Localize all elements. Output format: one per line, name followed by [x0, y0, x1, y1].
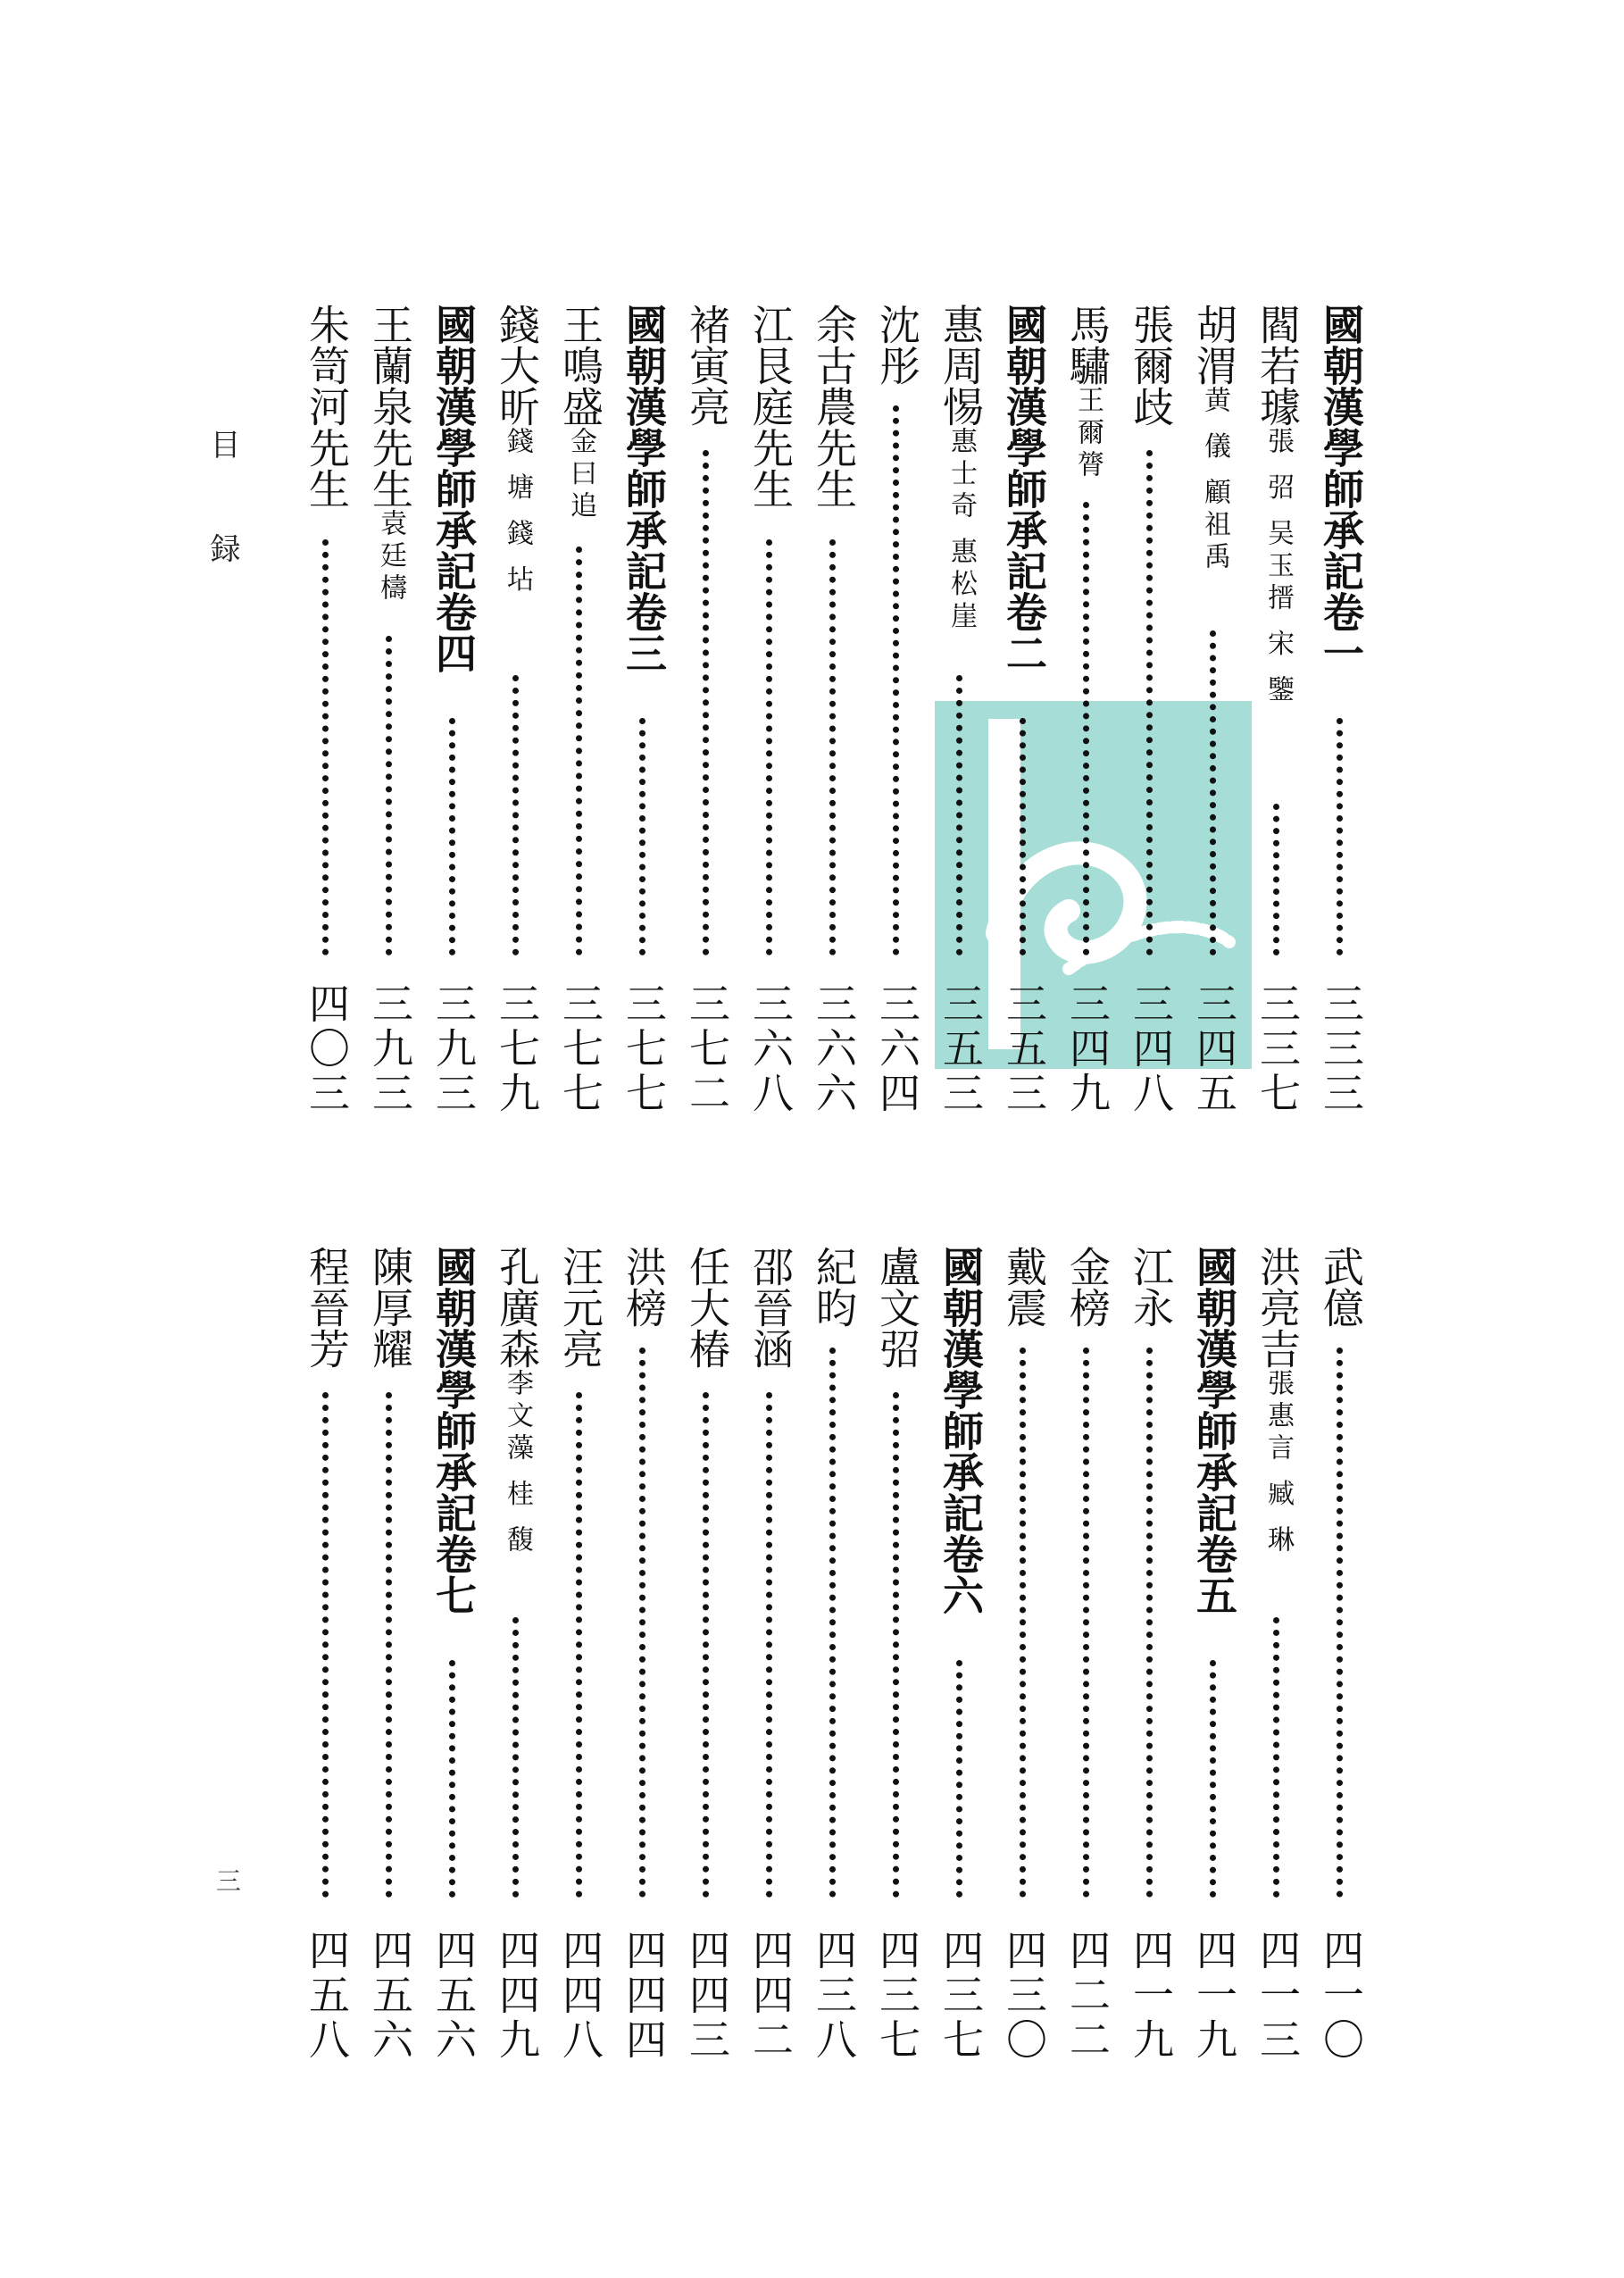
entry-title: 陳厚耀	[366, 1246, 414, 1369]
entry-title: 江艮庭先生	[746, 304, 795, 509]
volume-heading	[937, 1246, 983, 1615]
toc-entry	[873, 1246, 920, 1369]
entry-page-number: 三七二	[683, 982, 731, 1116]
entry-title: 張爾歧	[1127, 304, 1175, 427]
entry-page-number: 四二二	[1063, 1929, 1112, 2063]
entry-title: 任大椿	[683, 1246, 731, 1369]
leader-dots	[576, 547, 582, 955]
toc-entry	[1063, 1246, 1110, 1328]
entry-page-number: 四三七	[873, 1929, 921, 2063]
entry-title: 胡渭	[1190, 304, 1238, 386]
entry-page-number: 三五三	[1000, 982, 1048, 1116]
entry-title: 孔廣森	[493, 1246, 541, 1369]
entry-page-number: 四三七	[937, 1929, 985, 2063]
entry-page-number: 四五六	[429, 1929, 478, 2063]
entry-subnames: 袁廷檮	[375, 509, 406, 605]
entry-page-number: 四一九	[1190, 1929, 1238, 2063]
entry-page-number: 三六六	[810, 982, 858, 1116]
entry-page-number: 四四九	[493, 1929, 541, 2063]
entry-title: 余古農先生	[810, 304, 858, 509]
entry-page-number: 四〇三	[303, 982, 351, 1116]
toc-entry	[620, 1246, 666, 1328]
entry-title: 朱笥河先生	[303, 304, 351, 509]
running-head: 目 録	[204, 429, 240, 596]
entry-subnames: 黄 儀 顧祖禹	[1199, 386, 1230, 575]
entry-title: 洪亮吉	[1253, 1246, 1302, 1369]
leader-dots	[322, 1392, 329, 1898]
entry-page-number: 四一九	[1127, 1929, 1175, 2063]
leader-dots	[449, 718, 455, 955]
entry-title: 國朝漢學師承記卷二	[1000, 304, 1048, 673]
toc-entry	[873, 304, 920, 386]
leader-dots	[512, 1617, 519, 1898]
entry-title: 程晉芳	[303, 1246, 351, 1369]
entry-subnames: 王爾膂	[1072, 386, 1103, 482]
entry-title: 紀昀	[810, 1246, 858, 1328]
toc-entry	[303, 304, 349, 509]
entry-title: 洪榜	[620, 1246, 668, 1328]
toc-entry	[937, 304, 983, 634]
leader-dots	[829, 1348, 836, 1898]
entry-subnames: 惠士奇 惠松崖	[945, 427, 977, 634]
entry-page-number: 三四九	[1063, 982, 1112, 1116]
leader-dots	[1020, 718, 1026, 955]
entry-page-number: 三七七	[620, 982, 668, 1116]
entry-page-number: 三六八	[746, 982, 795, 1116]
entry-page-number: 四四四	[620, 1929, 668, 2063]
entry-page-number: 四一〇	[1317, 1929, 1365, 2063]
leader-dots	[639, 718, 645, 955]
toc-entry	[1000, 1246, 1046, 1328]
entry-title: 金榜	[1063, 1246, 1112, 1328]
leader-dots	[1146, 450, 1153, 955]
toc-entry	[1127, 304, 1173, 427]
volume-heading	[1317, 304, 1363, 673]
leader-dots	[1337, 1348, 1343, 1898]
leader-dots	[703, 450, 709, 955]
entry-subnames: 金曰追	[565, 427, 596, 523]
entry-page-number: 四五六	[366, 1929, 414, 2063]
page-number: 三	[216, 1866, 242, 1896]
toc-entry	[1127, 1246, 1173, 1328]
leader-dots	[639, 1348, 645, 1898]
entry-page-number: 三九三	[366, 982, 414, 1116]
leader-dots	[1020, 1348, 1026, 1898]
entry-title: 武億	[1317, 1246, 1365, 1328]
leader-dots	[956, 675, 962, 955]
entry-page-number: 四五八	[303, 1929, 351, 2063]
entry-title: 國朝漢學師承記卷一	[1317, 304, 1365, 673]
entry-title: 國朝漢學師承記卷四	[429, 304, 478, 673]
toc-entry	[810, 1246, 856, 1328]
leader-dots	[1083, 502, 1089, 955]
toc-entry	[1253, 1246, 1300, 1557]
entry-title: 邵晉涵	[746, 1246, 795, 1369]
toc-entry	[303, 1246, 349, 1369]
leader-dots	[386, 1392, 392, 1898]
entry-title: 惠周惕	[937, 304, 985, 427]
volume-heading	[1190, 1246, 1237, 1615]
entry-page-number: 四四八	[556, 1929, 604, 2063]
entry-page-number: 四四三	[683, 1929, 731, 2063]
entry-title: 國朝漢學師承記卷六	[937, 1246, 985, 1615]
leader-dots	[1083, 1348, 1089, 1898]
entry-page-number: 三七七	[556, 982, 604, 1116]
leader-dots	[1210, 630, 1216, 955]
toc-entry	[683, 1246, 729, 1369]
entry-subnames: 張惠言 臧 琳	[1262, 1369, 1294, 1558]
entry-page-number: 三三三	[1317, 982, 1365, 1116]
leader-dots	[386, 636, 392, 955]
entry-page-number: 四三八	[810, 1929, 858, 2063]
toc-entry	[366, 1246, 412, 1369]
leader-dots	[1273, 804, 1279, 955]
entry-title: 錢大昕	[493, 304, 541, 427]
entry-title: 王蘭泉先生	[366, 304, 414, 509]
volume-heading	[429, 304, 476, 673]
leader-dots	[893, 405, 899, 955]
entry-title: 國朝漢學師承記卷五	[1190, 1246, 1238, 1615]
toc-entry	[366, 304, 412, 605]
leader-dots	[766, 1392, 772, 1898]
volume-heading	[620, 304, 666, 673]
entry-subnames: 張 弨 吴玉搢 宋 鑒	[1262, 427, 1294, 708]
toc-entry	[556, 304, 603, 523]
toc-entry	[1063, 304, 1110, 482]
leader-dots	[1146, 1348, 1153, 1898]
entry-page-number: 三五三	[937, 982, 985, 1116]
toc-entry	[683, 304, 729, 427]
entry-title: 國朝漢學師承記卷三	[620, 304, 668, 673]
entry-page-number: 四四二	[746, 1929, 795, 2063]
entry-page-number: 三四八	[1127, 982, 1175, 1116]
entry-title: 褚寅亮	[683, 304, 731, 427]
leader-dots	[322, 539, 329, 955]
entry-page-number: 四三〇	[1000, 1929, 1048, 2063]
entry-page-number: 三七九	[493, 982, 541, 1116]
leader-dots	[512, 675, 519, 955]
entry-page-number: 三三七	[1253, 982, 1302, 1116]
leader-dots	[766, 539, 772, 955]
leader-dots	[829, 539, 836, 955]
leader-dots	[1273, 1617, 1279, 1898]
toc-entry	[1253, 304, 1300, 707]
entry-title: 盧文弨	[873, 1246, 921, 1369]
entry-title: 江永	[1127, 1246, 1175, 1328]
entry-title: 閻若璩	[1253, 304, 1302, 427]
leader-dots	[956, 1660, 962, 1898]
entry-page-number: 三九三	[429, 982, 478, 1116]
volume-heading	[429, 1246, 476, 1615]
toc-entry	[493, 1246, 539, 1557]
entry-page-number: 三六四	[873, 982, 921, 1116]
leader-dots	[449, 1660, 455, 1898]
leader-dots	[1337, 718, 1343, 955]
toc-entry	[556, 1246, 603, 1369]
entry-subnames: 李文藻 桂 馥	[502, 1369, 533, 1558]
toc-entry	[746, 304, 793, 509]
leader-dots	[893, 1392, 899, 1898]
toc-entry	[1190, 304, 1237, 574]
entry-title: 馬驌	[1063, 304, 1112, 386]
leader-dots	[703, 1392, 709, 1898]
toc-entry	[1317, 1246, 1363, 1328]
entry-title: 王鳴盛	[556, 304, 604, 427]
entry-title: 國朝漢學師承記卷七	[429, 1246, 478, 1615]
entry-title: 戴震	[1000, 1246, 1048, 1328]
toc-entry	[493, 304, 539, 597]
entry-page-number: 四一三	[1253, 1929, 1302, 2063]
entry-page-number: 三四五	[1190, 982, 1238, 1116]
entry-title: 沈彤	[873, 304, 921, 386]
volume-heading	[1000, 304, 1046, 673]
toc-entry	[810, 304, 856, 509]
leader-dots	[576, 1392, 582, 1898]
entry-subnames: 錢 塘 錢 坫	[502, 427, 533, 597]
leader-dots	[1210, 1660, 1216, 1898]
entry-title: 汪元亮	[556, 1246, 604, 1369]
toc-entry	[746, 1246, 793, 1369]
